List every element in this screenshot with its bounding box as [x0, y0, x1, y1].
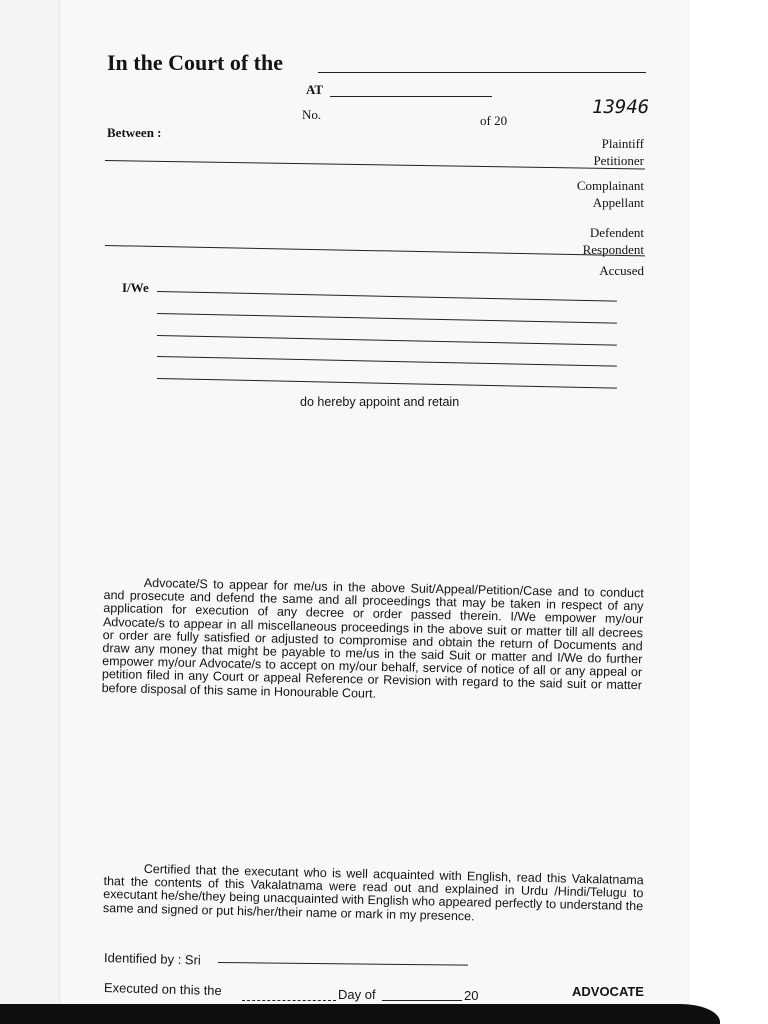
defendent-label: Defendent	[589, 225, 644, 240]
footer-year-label: 20	[464, 988, 479, 1003]
appellant-label: Appellant	[592, 195, 644, 210]
plaintiff-label: Plaintiff	[601, 136, 644, 151]
at-field	[330, 96, 492, 97]
appoint-text: do hereby appoint and retain	[300, 395, 460, 409]
authority-paragraph	[102, 576, 644, 706]
executed-label: Executed on this the	[103, 980, 222, 999]
page-shadow-edge	[0, 1004, 720, 1024]
party-labels-plaintiff	[593, 135, 644, 169]
between-label: Between :	[107, 125, 162, 140]
authority-text: Advocate/S to appear for me/us in the above Suit/Appeal/Petition/Case and to conduct and prosecute and defend the same and all proceedings that may be taken in respect of any application for execution of any decree or order passed therein. I/We empower my/our Advocate/s to appear in all miscellaneous proceedings in the above suit or matter till all decrees or order are fully satisfied or adjusted to compromise and obtain the return of Documents and draw any money that might be payable to me/us in the said Suit or matter and I/We do further empower my/our Advocate/s to accept on my/our behalf, service of notice of all or any appeal or petition filed in any Court or appeal Reference or Revision with regard to the said suit or matter before disposal of this same in Honourable Court.	[101, 575, 644, 701]
at-label: AT	[306, 82, 324, 97]
party-labels-defendent	[583, 224, 644, 279]
background-edge	[688, 0, 768, 1024]
complainant-label: Complainant	[576, 178, 644, 193]
respondent-label: Respondent	[582, 242, 644, 257]
day-of-label: Day of	[338, 987, 376, 1002]
advocate-label: ADVOCATE	[572, 984, 644, 999]
month-field	[382, 1000, 462, 1001]
serial-number: 13946	[592, 96, 650, 118]
court-name-field	[318, 72, 646, 73]
court-title: In the Court of the	[107, 50, 283, 75]
certification-text: Certified that the executant who is well acquainted with English, read this Vakalatnama that the contents of this Vakalatnama were read out and explained in Urdu /Hindi/Telugu to executant he/she/they being unacquainted with English who appeared perfectly to understand the same and signed or put his/her/their name or mark in my presence.	[102, 861, 644, 924]
executed-date-field	[242, 1000, 336, 1001]
year-label: of 20	[480, 113, 508, 128]
accused-label: Accused	[599, 263, 644, 278]
identified-label: Identified by : Sri	[103, 950, 201, 968]
party-labels-complainant	[577, 177, 644, 211]
iwe-label: I/We	[122, 280, 149, 295]
no-label: No.	[302, 107, 322, 122]
petitioner-label: Petitioner	[593, 153, 644, 168]
